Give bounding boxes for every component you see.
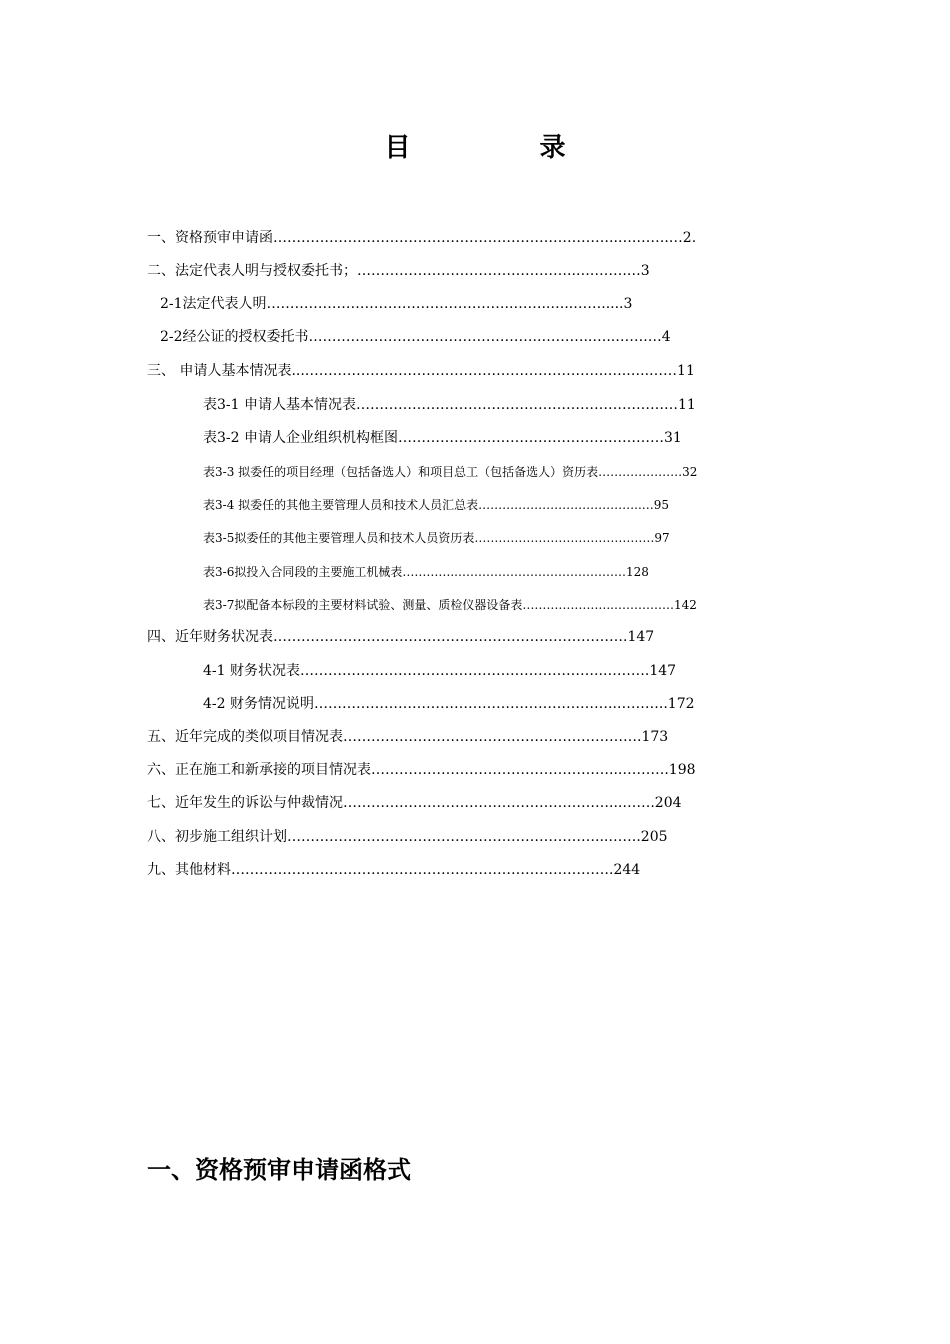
toc-entry-4-1[interactable]: 4-1 财务状况表………………………………………………………..……….147 xyxy=(203,663,677,679)
toc-entry-2-2[interactable]: 2-2经公证的授权委托书…………………………………………..………..…..…….…4 xyxy=(160,329,671,345)
toc-entry-6[interactable]: 六、正在施工和新承接的项目情况表……………………………………………...……….198 xyxy=(147,762,696,778)
toc-entry-3-5[interactable]: 表3-5拟委任的其他主要管理人员和技术人员资历表………………………………………97 xyxy=(203,531,670,545)
toc-entry-3[interactable]: 三、 申请人基本情况表...………………………………………………………..….…..……11 xyxy=(147,363,695,379)
toc-entry-5[interactable]: 五、近年完成的类似项目情况表……………………………………………………….173 xyxy=(147,729,669,745)
toc-entry-3-1[interactable]: 表3-1 申请人基本情况表……………………………………………………………11 xyxy=(203,397,696,413)
toc-entry-9[interactable]: 九、其他材料……………………………………………………………………….244 xyxy=(147,862,641,878)
toc-title: 目 录 xyxy=(384,133,626,163)
toc-entry-3-6[interactable]: 表3-6拟投入合同段的主要施工机械表…………..……………………………………128 xyxy=(203,565,649,579)
toc-entry-2-1[interactable]: 2-1法定代表人明……………………………………………..……..…..…….....3 xyxy=(160,296,633,312)
toc-entry-2[interactable]: 二、法定代表人明与授权委托书；………………………………………..….…….…3 xyxy=(147,263,650,279)
toc-entry-4-2[interactable]: 4-2 财务情况说明………………………………………………………..………..172 xyxy=(203,696,695,712)
toc-entry-1[interactable]: 一、资格预审申请函………………………………………………………………..….…….…2. xyxy=(147,230,697,246)
toc-entry-8[interactable]: 八、初步施工组织计划…………………………………………………………...…….205 xyxy=(147,829,668,845)
toc-entry-3-7[interactable]: 表3-7拟配备本标段的主要材料试验、测量、质检仪器设备表…………………..……………142 xyxy=(203,598,697,612)
toc-entry-3-3[interactable]: 表3-3 拟委任的项目经理（包括备选人）和项目总工（包括备选人）资历表…………………32 xyxy=(203,465,698,479)
toc-entry-3-2[interactable]: 表3-2 申请人企业组织机构框图…………………………………………………31 xyxy=(203,430,682,446)
toc-entry-4[interactable]: 四、近年财务状况表………………………………………………………………….147 xyxy=(147,629,655,645)
toc-entry-3-4[interactable]: 表3-4 拟委任的其他主要管理人员和技术人员汇总表…………………………………..…95 xyxy=(203,498,670,512)
toc-entry-7[interactable]: 七、近年发生的诉讼与仲裁情况…………………………………………………...…….204 xyxy=(147,795,682,811)
section-heading: 一、资格预审申请函格式 xyxy=(147,1156,411,1184)
